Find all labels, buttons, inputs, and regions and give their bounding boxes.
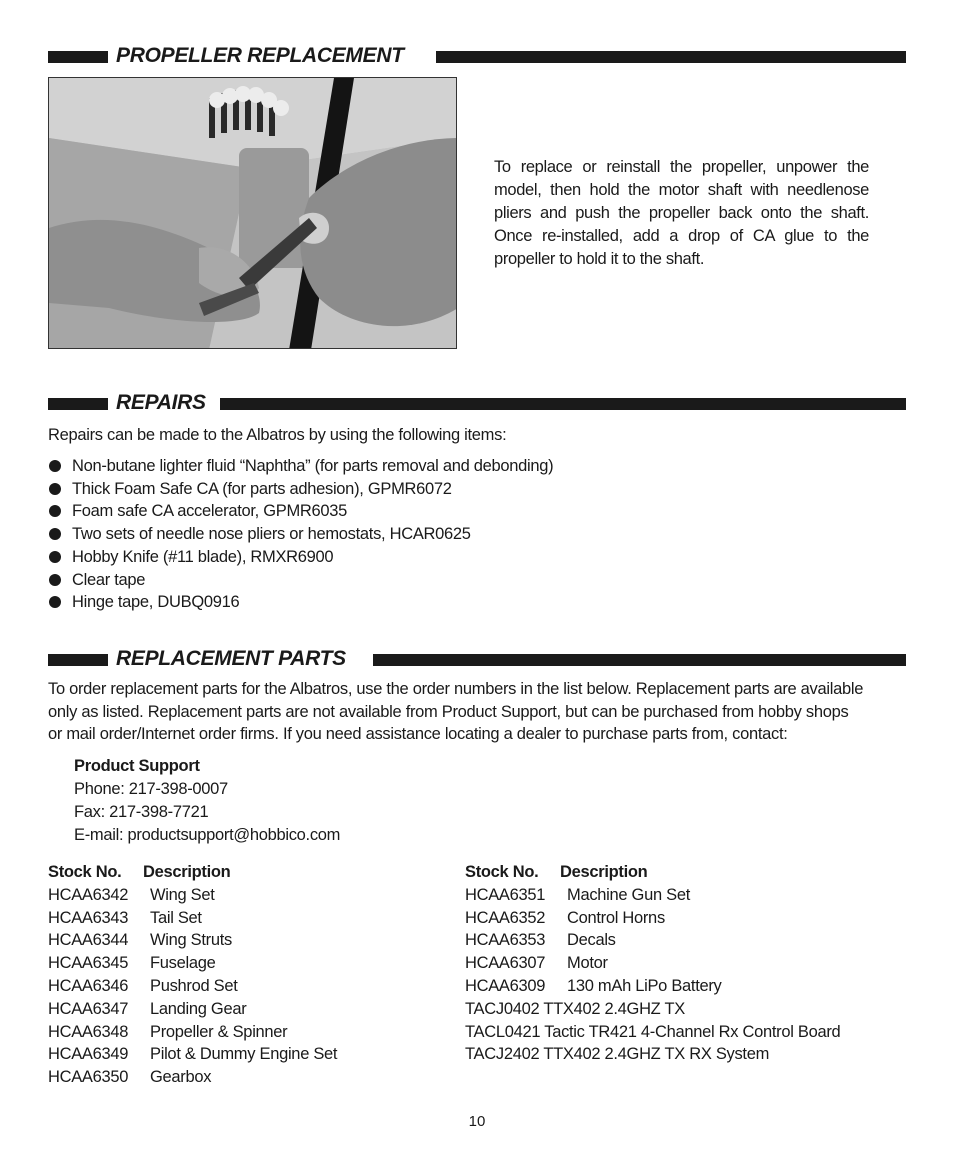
col-stock-header: Stock No.: [465, 863, 539, 881]
table-row: TACL0421 Tactic TR421 4-Channel Rx Control Board: [465, 1022, 841, 1041]
table-header: [465, 861, 905, 884]
bullet-icon: [49, 596, 61, 608]
table-row: HCAA6343 Tail Set: [48, 908, 202, 927]
paragraph-line: only as listed. Replacement parts are not available from Product Support, but can be purchased from hobby shops: [48, 702, 849, 721]
list-item: Non-butane lighter fluid “Naphtha” (for parts removal and debonding): [48, 455, 553, 478]
table-row: HCAA6353 Decals: [465, 931, 616, 950]
parts-table-right: [465, 861, 905, 1066]
header-bar-right: [220, 398, 906, 410]
bullet-icon: [49, 551, 61, 563]
table-row: HCAA6345 Fuselage: [48, 954, 216, 973]
list-item: Thick Foam Safe CA (for parts adhesion), GPMR6072: [48, 478, 553, 501]
paragraph-line: To order replacement parts for the Albatros, use the order numbers in the list below. Replacement parts are available: [48, 680, 864, 698]
col-desc-header: Description: [560, 863, 648, 881]
bullet-icon: [49, 528, 61, 540]
replacement-section-header: [48, 647, 906, 674]
table-row: HCAA6346 Pushrod Set: [48, 976, 238, 995]
table-row: HCAA6349 Pilot & Dummy Engine Set: [48, 1045, 338, 1064]
repairs-heading: REPAIRS: [116, 391, 212, 415]
table-row: HCAA6309 130 mAh LiPo Battery: [465, 976, 722, 995]
replacement-paragraph: [48, 678, 863, 746]
list-item: Hobby Knife (#11 blade), RMXR6900: [48, 546, 553, 569]
table-row: HCAA6307 Motor: [465, 954, 608, 973]
parts-table-left: [48, 861, 428, 1089]
bullet-icon: [49, 574, 61, 586]
page-number: 10: [468, 1113, 486, 1130]
header-bar-left: [48, 398, 108, 410]
repairs-section-header: [48, 391, 906, 418]
header-bar-right: [436, 51, 906, 63]
contact-email: E-mail: productsupport@hobbico.com: [74, 826, 341, 844]
hands-pliers-illustration: [49, 78, 457, 349]
repairs-list: [48, 455, 553, 614]
table-row: TACJ2402 TTX402 2.4GHZ TX RX System: [465, 1045, 770, 1064]
contact-title: Product Support: [74, 757, 200, 775]
bullet-icon: [49, 460, 61, 472]
list-item: Hinge tape, DUBQ0916: [48, 591, 553, 614]
bullet-icon: [49, 483, 61, 495]
list-item: Foam safe CA accelerator, GPMR6035: [48, 500, 553, 523]
propeller-heading: PROPELLER REPLACEMENT: [116, 44, 410, 68]
table-row: TACJ0402 TTX402 2.4GHZ TX: [465, 999, 685, 1018]
product-support-contact: [74, 755, 340, 847]
propeller-photo: [48, 77, 457, 349]
contact-phone: Phone: 217-398-0007: [74, 780, 228, 798]
header-bar-left: [48, 51, 108, 63]
bullet-icon: [49, 505, 61, 517]
propeller-section-header: [48, 44, 906, 71]
table-row: HCAA6348 Propeller & Spinner: [48, 1022, 288, 1041]
col-desc-header: Description: [143, 863, 231, 881]
paragraph-line: or mail order/Internet order firms. If you need assistance locating a dealer to purchase parts from, contact:: [48, 725, 788, 743]
table-row: HCAA6352 Control Horns: [465, 908, 665, 927]
list-item: Two sets of needle nose pliers or hemostats, HCAR0625: [48, 523, 553, 546]
table-row: HCAA6344 Wing Struts: [48, 931, 232, 950]
contact-fax: Fax: 217-398-7721: [74, 803, 209, 821]
table-row: HCAA6350 Gearbox: [48, 1068, 212, 1087]
table-row: HCAA6342 Wing Set: [48, 885, 215, 904]
replacement-heading: REPLACEMENT PARTS: [116, 647, 352, 671]
propeller-text: To replace or reinstall the propeller, unpower the model, then hold the motor shaft with needlenose pliers and push the propeller back onto the shaft. Once re-installed, add a drop of CA glue to the propeller to hold it to the shaft.: [494, 158, 869, 268]
table-row: HCAA6347 Landing Gear: [48, 999, 247, 1018]
header-bar-left: [48, 654, 108, 666]
col-stock-header: Stock No.: [48, 863, 122, 881]
header-bar-right: [373, 654, 906, 666]
list-item: Clear tape: [48, 569, 553, 592]
table-row: HCAA6351 Machine Gun Set: [465, 885, 690, 904]
repairs-intro: Repairs can be made to the Albatros by using the following items:: [48, 426, 507, 444]
table-header: [48, 861, 428, 884]
